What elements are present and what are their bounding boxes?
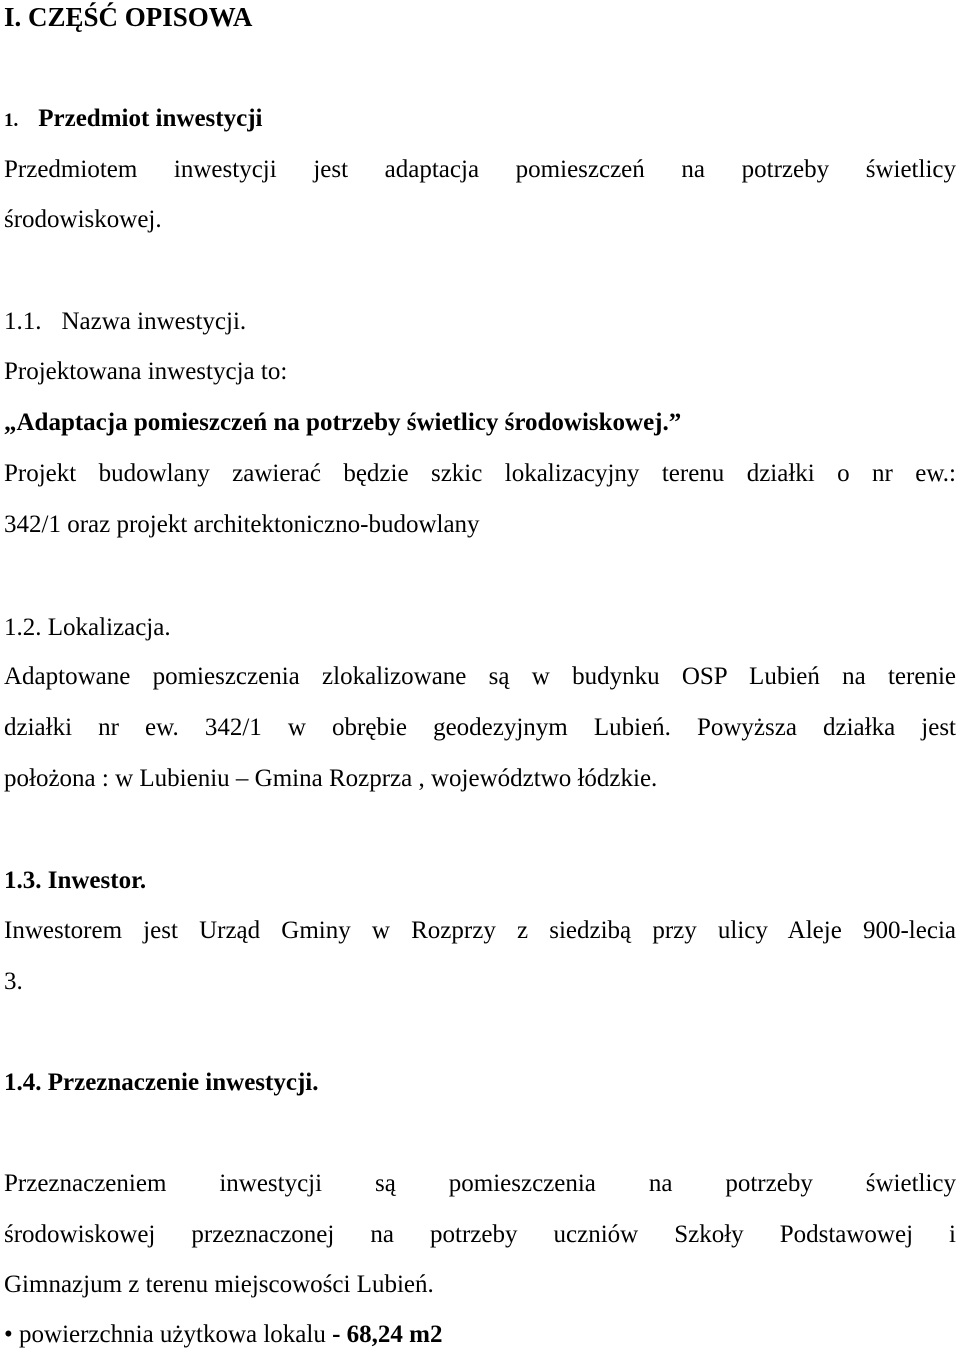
paragraph-line: 3. — [4, 968, 23, 995]
section-title: Nazwa inwestycji. — [61, 308, 247, 335]
section-1-heading — [4, 104, 956, 136]
paragraph-line: Przeznaczeniem inwestycji są pomieszczenia na potrzeby świetlicy — [4, 1170, 956, 1197]
paragraph-line: Inwestorem jest Urząd Gminy w Rozprzy z siedzibą przy ulicy Aleje 900-lecia — [4, 917, 956, 944]
section-number: 1. — [4, 110, 19, 131]
section-1-1-heading — [4, 307, 956, 337]
part-title: I. CZĘŚĆ OPISOWA — [4, 2, 253, 32]
section-1-2-heading: 1.2. Lokalizacja. — [4, 614, 171, 641]
paragraph-line: działki nr ew. 342/1 w obrębie geodezyjnym Lubień. Powyższa działka jest — [4, 714, 956, 741]
bullet-icon: • — [4, 1321, 13, 1348]
paragraph-line: Projektowana inwestycja to: — [4, 358, 288, 385]
bullet-item — [4, 1320, 956, 1350]
section-title: Przedmiot inwestycji — [38, 105, 263, 132]
section-1-3-heading: 1.3. Inwestor. — [4, 867, 147, 894]
paragraph-line: położona : w Lubieniu – Gmina Rozprza , województwo łódzkie. — [4, 765, 658, 792]
bullet-value: - 68,24 m2 — [332, 1321, 443, 1348]
paragraph-line: Adaptowane pomieszczenia zlokalizowane są w budynku OSP Lubień na terenie — [4, 663, 956, 690]
paragraph-line: środowiskowej. — [4, 206, 162, 233]
investment-name: „Adaptacja pomieszczeń na potrzeby świetlicy środowiskowej.” — [4, 409, 682, 436]
paragraph-line: Projekt budowlany zawierać będzie szkic lokalizacyjny terenu działki o nr ew.: — [4, 460, 956, 487]
section-number: 1.1. — [4, 308, 42, 335]
paragraph-line: Gimnazjum z terenu miejscowości Lubień. — [4, 1271, 434, 1298]
section-1-4-heading: 1.4. Przeznaczenie inwestycji. — [4, 1069, 319, 1096]
bullet-label: powierzchnia użytkowa lokalu — [19, 1321, 326, 1348]
paragraph-line: środowiskowej przeznaczonej na potrzeby uczniów Szkoły Podstawowej i — [4, 1221, 956, 1248]
paragraph-line: 342/1 oraz projekt architektoniczno-budowlany — [4, 511, 480, 538]
paragraph-line: Przedmiotem inwestycji jest adaptacja pomieszczeń na potrzeby świetlicy — [4, 156, 956, 183]
